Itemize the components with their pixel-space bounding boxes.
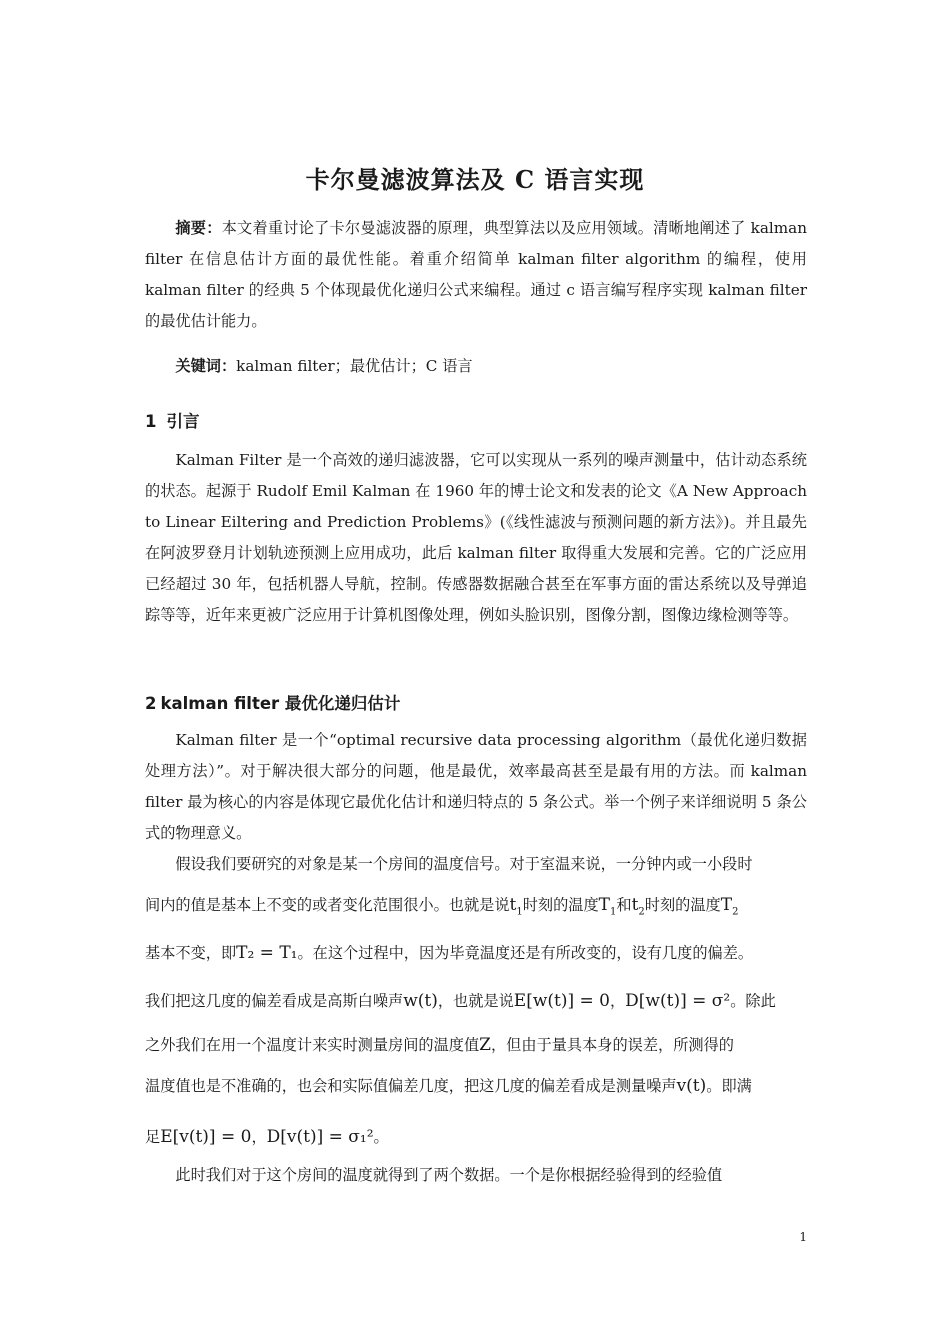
section2-p2-line6: 温度值也是不准确的，也会和实际值偏差几度，把这几度的偏差看成是测量噪声v(t)。即满 — [145, 1076, 752, 1096]
keywords-label: 关键词： — [175, 357, 237, 375]
section2-p2-line2: 间内的值是基本上不变的或者变化范围很小。也就是说$t_1$时刻的温度$T_1$和$t_2$时刻的温度$T_2$ — [145, 895, 739, 918]
section2-paragraph-3: 此时我们对于这个房间的温度就得到了两个数据。一个是你根据经验得到的经验值 — [175, 1166, 723, 1184]
math-Dw: D[w(t)] = σ² — [625, 991, 731, 1011]
math-v: v(t) — [676, 1076, 707, 1096]
math-T1: $T_1$ — [598, 895, 617, 918]
keywords-line — [145, 351, 807, 382]
math-t2: $t_2$ — [631, 895, 645, 918]
math-Dv: D[v(t)] = σ₁² — [266, 1127, 374, 1147]
abstract-paragraph — [145, 213, 807, 337]
math-w: w(t) — [403, 991, 438, 1011]
abstract-text: 本文着重讨论了卡尔曼滤波器的原理，典型算法以及应用领域。清晰地阐述了 kalman filter 在信息估计方面的最优性能。着重介绍简单 kalman filter algorithm 的编程，使用 kalman filter 的经典 5 个体现最优化递归公式来编程。通过 c 语言编写程序实现 kalman filter 的最优估计能力。 — [145, 219, 807, 330]
section1-title: 引言 — [166, 412, 200, 431]
math-Z: Z — [479, 1035, 491, 1055]
math-T2: $T_2$ — [720, 895, 739, 918]
section1-number: 1 — [145, 412, 157, 431]
section2-p2-line7: 足E[v(t)] = 0，D[v(t)] = σ₁²。 — [145, 1127, 389, 1147]
page-number: 1 — [799, 1230, 807, 1244]
math-Ev: E[v(t)] = 0 — [160, 1127, 252, 1147]
section2-p2-line3: 基本不变，即T₂ = T₁。在这个过程中，因为毕竟温度还是有所改变的，设有几度的偏差。 — [145, 943, 754, 963]
section2-paragraph-1: Kalman filter 是一个“optimal recursive data processing algorithm（最优化递归数据处理方法）”。对于解决很大部分的问题，他是最优，效率最高甚至是最有用的方法。而 kalman filter 最为核心的内容是体现它最优化估计和递归特点的 5 条公式。举一个例子来详细说明 5 条公式的物理意义。 — [145, 731, 807, 842]
section2-number: 2 — [145, 694, 157, 713]
section1-paragraph: Kalman Filter 是一个高效的递归滤波器，它可以实现从一系列的噪声测量中，估计动态系统的状态。起源于 Rudolf Emil Kalman 在 1960 年的博士论文和发表的论文《A New Approach to Linear Eiltering and Prediction Problems》(《线性滤波与预测问题的新方法》)。并且最先在阿波罗登月计划轨迹预测上应用成功，此后 kalman filter 取得重大发展和完善。它的广泛应用已经超过 30 年，包括机器人导航，控制。传感器数据融合甚至在军事方面的雷达系统以及导弹追踪等等，近年来更被广泛应用于计算机图像处理，例如头脸识别，图像分割，图像边缘检测等等。 — [145, 451, 807, 624]
math-T2-eq-T1: T₂ = T₁ — [236, 943, 298, 963]
section2-p2-line4: 我们把这几度的偏差看成是高斯白噪声w(t)，也就是说E[w(t)] = 0，D[w(t)] = σ²。除此 — [145, 991, 776, 1011]
keywords-text: kalman filter；最优估计；C 语言 — [236, 357, 473, 375]
document-title: 卡尔曼滤波算法及 C 语言实现 — [305, 165, 645, 194]
section2-p2-line1: 假设我们要研究的对象是某一个房间的温度信号。对于室温来说，一分钟内或一小段时 — [175, 855, 753, 873]
math-t1: $t_1$ — [509, 895, 523, 918]
section2-heading — [145, 690, 400, 714]
math-Ew: E[w(t)] = 0 — [513, 991, 610, 1011]
abstract-label: 摘要： — [175, 219, 222, 237]
section1-heading — [145, 408, 199, 432]
section2-p2-line5: 之外我们在用一个温度计来实时测量房间的温度值Z，但由于量具本身的误差，所测得的 — [145, 1035, 734, 1055]
section2-title: kalman filter 最优化递归估计 — [160, 694, 401, 713]
